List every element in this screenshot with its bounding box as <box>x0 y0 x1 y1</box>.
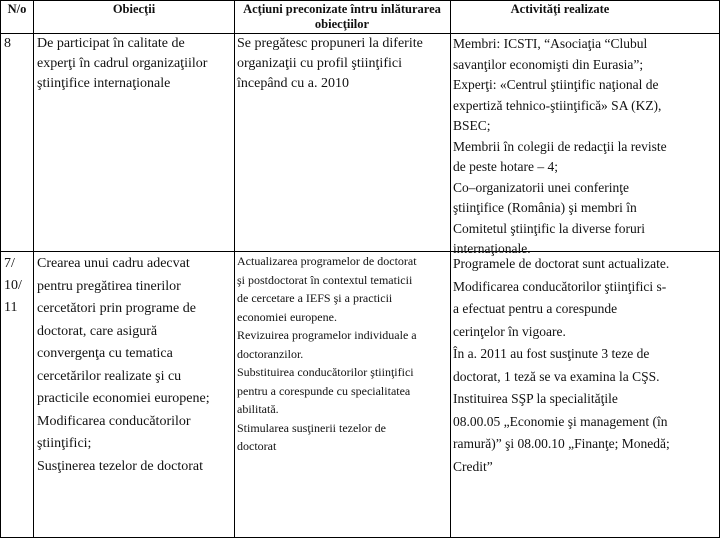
row-2-activities: Programele de doctorat sunt actualizate. Modificarea conducătorilor ştiinţifici s- a efectuat pentru a corespunde cerinţelor în vigoare. În a. 2011 au fost susţinute 3 teze de doctorat, 1 teză se va examina la CŞS. Instituirea SŞP la specialităţile 08.00.05 „Economie şi management (în ramură)” şi 08.00.10 „Finanţe; Monedă; Credit” <box>453 256 670 474</box>
header-objectives: Obiecţii <box>112 2 156 16</box>
row-1-no: 8 <box>4 36 11 51</box>
row-2-objective: Crearea unui cadru adecvat pentru pregătirea tinerilor cercetători prin programe de doctorat, care asigură convergenţa cu tematica cercetărilor realizate şi cu practicile economiei europene; Modificarea conducătorilor ştiinţifici; Susţinerea tezelor de doctorat <box>37 256 210 474</box>
table-border-bottom <box>0 537 720 538</box>
table-border-left <box>0 0 1 538</box>
row-1-actions: Se pregătesc propuneri la diferite organizaţii cu profil ştiinţifici începând cu a. 2010 <box>237 36 423 91</box>
row-1-activities: Membri: ICSTI, “Asociaţia “Clubul savanţilor economişti din Eurasia”; Experţi: «Centrul ştiinţific naţional de expertiză tehnico-ştiinţifică» SA (KZ), BSEC; Membrii în colegii de redacţii la reviste de peste hotare – 4; Co–organizatorii unei conferinţe ştiinţifice (România) şi membri în Comitetul ştiinţific la diverse foruri internaţionale. <box>453 36 667 256</box>
header-no: N/o <box>7 2 27 16</box>
header-actions: Acţiuni preconizate întru inlăturarea obiecţiilor <box>243 2 441 31</box>
row-2-no: 7/ 10/ 11 <box>4 256 22 315</box>
column-divider-1 <box>33 0 34 538</box>
row-1-objective: De participat în calitate de experţi în cadrul organizaţiilor ştiinţifice internaţionale <box>37 36 208 91</box>
header-activities: Activităţi realizate <box>510 2 610 16</box>
table-border-top <box>0 0 720 1</box>
row-2-actions: Actualizarea programelor de doctorat şi postdoctorat în contextul tematicii de cercetare a IEFS şi a practicii economiei europene. Revizuirea programelor individuale a doctoranzilor. Substituirea conducătorilor ştiinţifici pentru a corespunde cu specialitatea abilitată. Stimularea susţinerii tezelor de doctorat <box>237 254 417 453</box>
